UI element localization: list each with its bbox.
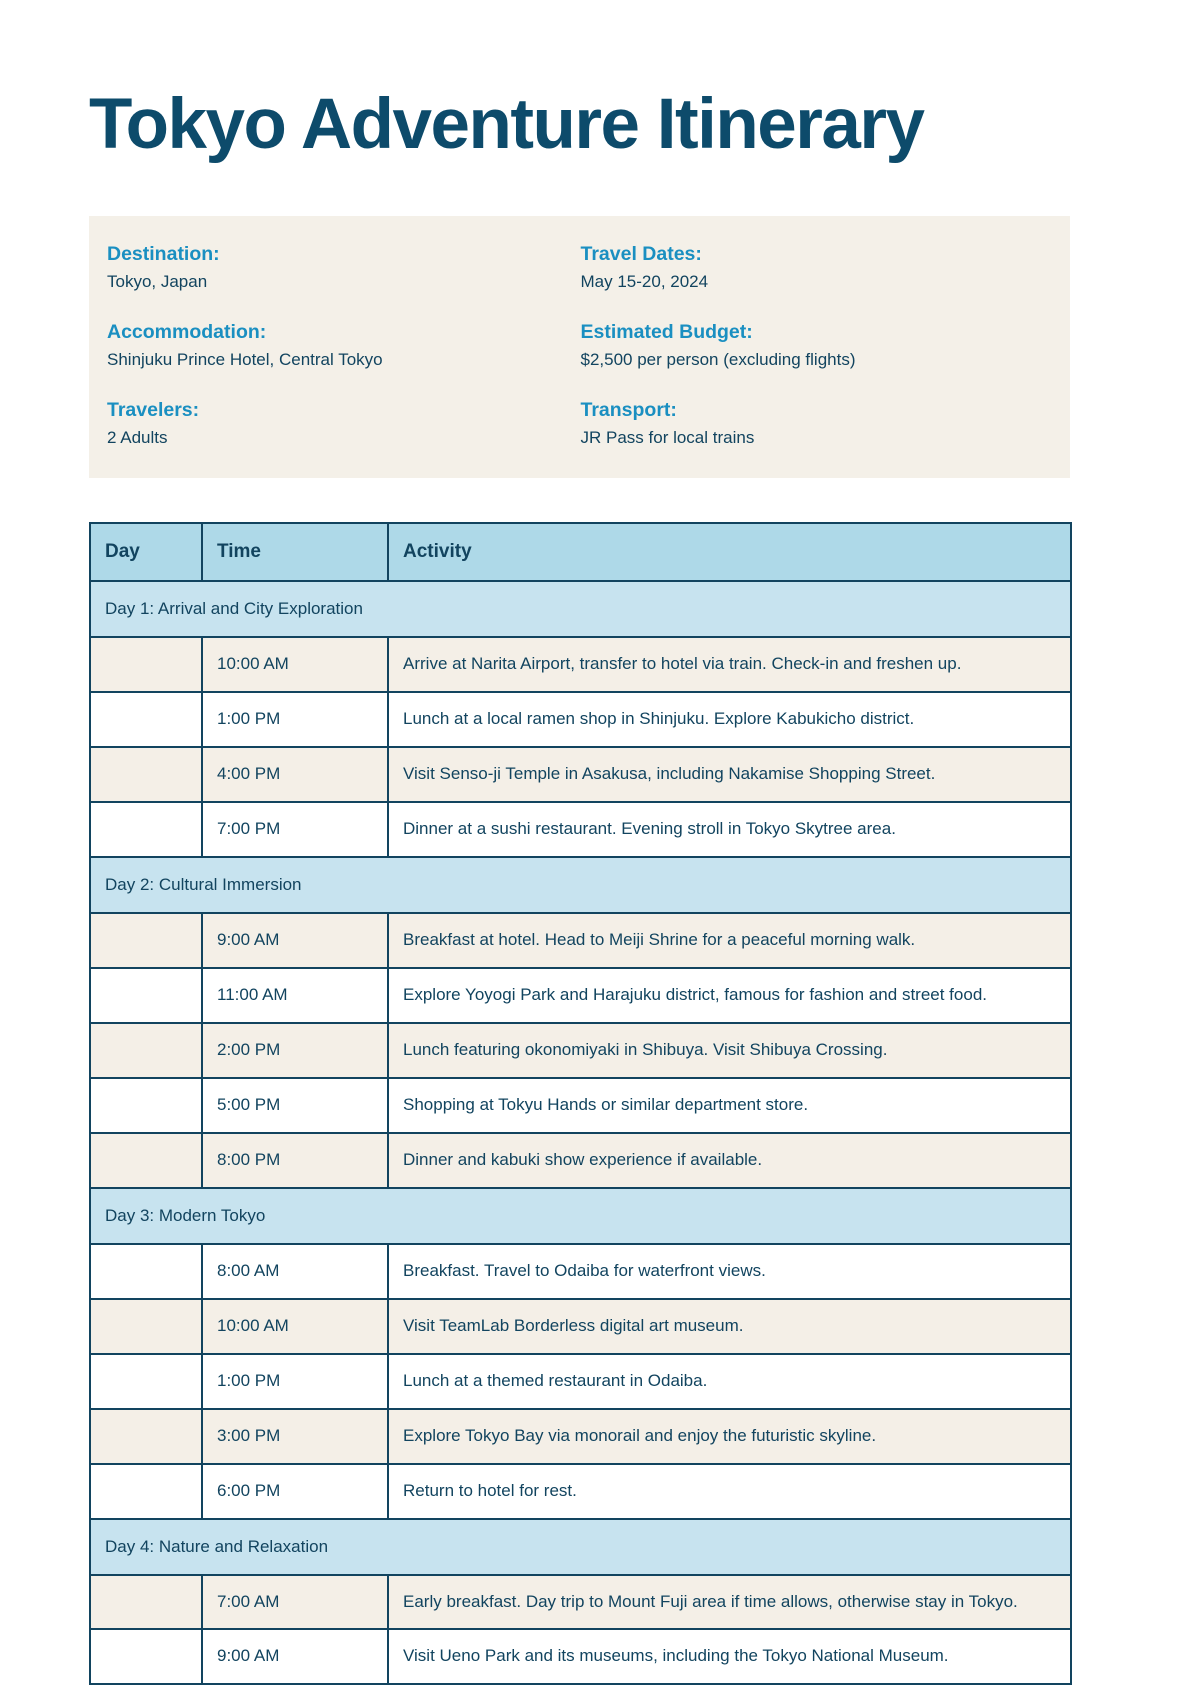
day-header-row [90,581,1071,637]
cell-activity: Lunch featuring okonomiyaki in Shibuya. Visit Shibuya Crossing. [388,1023,1071,1078]
trip-summary-box [89,216,1070,479]
cell-activity: Breakfast at hotel. Head to Meiji Shrine for a peaceful morning walk. [388,913,1071,968]
cell-time: 3:00 PM [202,1409,388,1464]
cell-time: 1:00 PM [202,1354,388,1409]
trip-summary-right-column [580,242,1071,451]
cell-activity: Visit Ueno Park and its museums, including the Tokyo National Museum. [388,1629,1071,1684]
cell-day [90,1629,202,1684]
info-label-transport: Transport: [580,399,677,422]
day-header-label: Day 4: Nature and Relaxation [90,1519,1071,1575]
cell-activity: Shopping at Tokyu Hands or similar department store. [388,1078,1071,1133]
table-row [90,802,1071,857]
info-value-travel-dates: May 15-20, 2024 [580,271,709,291]
cell-day [90,747,202,802]
info-label-travel-dates: Travel Dates: [580,242,702,265]
info-item-travelers [107,398,580,450]
info-item-destination [107,242,580,294]
trip-summary-left-column [89,242,580,451]
cell-activity: Lunch at a local ramen shop in Shinjuku. Explore Kabukicho district. [388,692,1071,747]
cell-time: 10:00 AM [202,1299,388,1354]
info-value-travelers: 2 Adults [107,428,168,448]
cell-time: 9:00 AM [202,1629,388,1684]
cell-activity: Breakfast. Travel to Odaiba for waterfront views. [388,1244,1071,1299]
table-row [90,1464,1071,1519]
cell-time: 6:00 PM [202,1464,388,1519]
cell-time: 11:00 AM [202,968,388,1023]
cell-day [90,1354,202,1409]
table-header-row [90,523,1071,581]
cell-day [90,968,202,1023]
table-row [90,1244,1071,1299]
info-label-destination: Destination: [107,242,220,265]
table-row [90,913,1071,968]
info-value-accommodation: Shinjuku Prince Hotel, Central Tokyo [107,350,383,370]
cell-activity: Visit Senso-ji Temple in Asakusa, including Nakamise Shopping Street. [388,747,1071,802]
table-row [90,968,1071,1023]
info-value-transport: JR Pass for local trains [580,428,755,448]
cell-day [90,1575,202,1630]
cell-activity: Arrive at Narita Airport, transfer to hotel via train. Check-in and freshen up. [388,637,1071,692]
table-row [90,1354,1071,1409]
table-row [90,1629,1071,1684]
cell-time: 7:00 AM [202,1575,388,1630]
cell-activity: Dinner at a sushi restaurant. Evening stroll in Tokyo Skytree area. [388,802,1071,857]
table-body [90,581,1071,1684]
cell-day [90,1023,202,1078]
info-value-destination: Tokyo, Japan [107,271,208,291]
cell-day [90,1299,202,1354]
cell-activity: Visit TeamLab Borderless digital art museum. [388,1299,1071,1354]
column-header-activity: Activity [388,523,1071,581]
table-header [90,523,1071,581]
table-row [90,1299,1071,1354]
cell-time: 7:00 PM [202,802,388,857]
cell-day [90,1244,202,1299]
table-row [90,637,1071,692]
cell-activity: Dinner and kabuki show experience if available. [388,1133,1071,1188]
cell-time: 8:00 AM [202,1244,388,1299]
cell-activity: Return to hotel for rest. [388,1464,1071,1519]
cell-day [90,1078,202,1133]
cell-activity: Explore Yoyogi Park and Harajuku district, famous for fashion and street food. [388,968,1071,1023]
cell-time: 8:00 PM [202,1133,388,1188]
info-item-estimated-budget [581,320,1071,372]
cell-time: 2:00 PM [202,1023,388,1078]
day-header-row [90,1188,1071,1244]
day-header-label: Day 3: Modern Tokyo [90,1188,1071,1244]
day-header-row [90,857,1071,913]
info-label-travelers: Travelers: [107,399,200,422]
info-item-travel-dates [581,242,1071,294]
cell-day [90,637,202,692]
cell-activity: Explore Tokyo Bay via monorail and enjoy the futuristic skyline. [388,1409,1071,1464]
cell-time: 5:00 PM [202,1078,388,1133]
table-row [90,1575,1071,1630]
table-row [90,1409,1071,1464]
cell-time: 9:00 AM [202,913,388,968]
cell-time: 4:00 PM [202,747,388,802]
info-item-transport [581,398,1071,450]
cell-time: 1:00 PM [202,692,388,747]
table-row [90,1133,1071,1188]
table-row [90,1023,1071,1078]
info-label-estimated-budget: Estimated Budget: [580,320,753,343]
cell-day [90,802,202,857]
cell-time: 10:00 AM [202,637,388,692]
cell-activity: Lunch at a themed restaurant in Odaiba. [388,1354,1071,1409]
cell-day [90,1409,202,1464]
column-header-time: Time [202,523,388,581]
cell-day [90,1133,202,1188]
table-row [90,1078,1071,1133]
info-value-estimated-budget: $2,500 per person (excluding flights) [580,350,856,370]
day-header-label: Day 2: Cultural Immersion [90,857,1071,913]
day-header-label: Day 1: Arrival and City Exploration [90,581,1071,637]
cell-day [90,913,202,968]
info-label-accommodation: Accommodation: [107,320,267,343]
itinerary-table [89,522,1072,1685]
cell-day [90,692,202,747]
info-item-accommodation [107,320,580,372]
table-row [90,747,1071,802]
column-header-day: Day [90,523,202,581]
table-row [90,692,1071,747]
cell-activity: Early breakfast. Day trip to Mount Fuji area if time allows, otherwise stay in Tokyo. [388,1575,1071,1630]
day-header-row [90,1519,1071,1575]
cell-day [90,1464,202,1519]
page-title: Tokyo Adventure Itinerary [89,85,924,164]
